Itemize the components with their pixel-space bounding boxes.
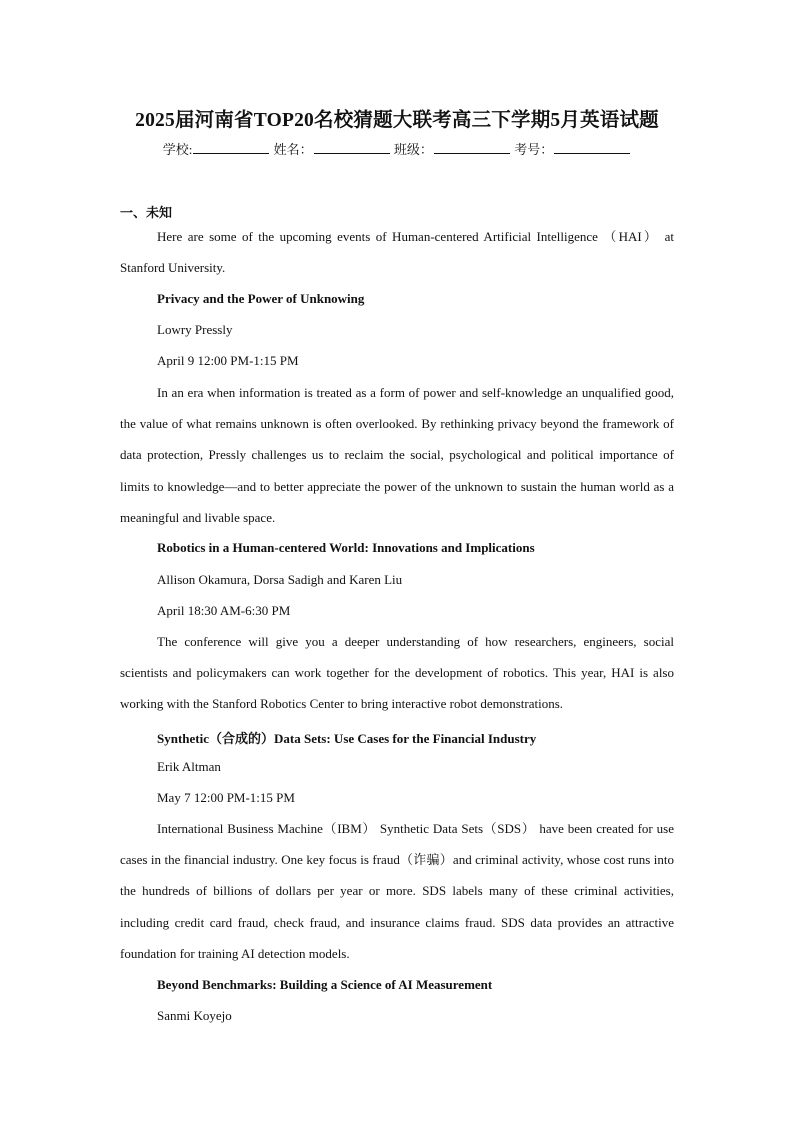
event-title: Beyond Benchmarks: Building a Science of AI Measurement [157, 977, 493, 992]
event-speaker: Sanmi Koyejo [157, 1008, 232, 1023]
page-title: 2025届河南省TOP20名校猜题大联考高三下学期5月英语试题 [135, 110, 659, 131]
school-blank[interactable] [193, 141, 269, 154]
section-heading: 一、未知 [120, 205, 173, 220]
intro-paragraph: Here are some of the upcoming events of Human-centered Artificial Intelligence （HAI） at Stanford University. [120, 229, 674, 276]
name-label: 姓名： [273, 142, 313, 157]
event-description: The conference will give you a deeper understanding of how researchers, engineers, social scientists and policymakers can work together for the development of robotics. This year, HAI is also working with the Stanford Robotics Center to bring interactive robot demonstrations. [120, 634, 674, 712]
event-time: April 9 12:00 PM-1:15 PM [157, 353, 299, 368]
event-time: May 7 12:00 PM-1:15 PM [157, 790, 295, 805]
event-speaker: Lowry Pressly [157, 322, 233, 337]
class-label: 班级： [393, 142, 433, 157]
event-title: Synthetic（合成的）Data Sets: Use Cases for the Financial Industry [157, 731, 537, 746]
event-title: Robotics in a Human-centered World: Innovations and Implications [157, 540, 535, 555]
class-blank[interactable] [434, 141, 510, 154]
student-info-line [0, 139, 794, 158]
event-description: In an era when information is treated as a form of power and self-knowledge an unqualified good, the value of what remains unknown is often overlooked. By rethinking privacy beyond the framework of data protection, Pressly challenges us to reclaim the social, psychological and political importance of limits to knowledge—and to better appreciate the power of the unknown to sustain the human world as a meaningful and livable space. [120, 385, 674, 525]
event-time: April 18:30 AM-6:30 PM [157, 603, 291, 618]
event-speaker: Allison Okamura, Dorsa Sadigh and Karen Liu [157, 572, 403, 587]
school-label: 学校: [162, 142, 193, 157]
exam-no-label: 考号： [514, 142, 554, 157]
exam-no-blank[interactable] [554, 141, 630, 154]
event-description: International Business Machine（IBM） Synthetic Data Sets（SDS） have been created for use cases in the financial industry. One key focus is fraud（诈骗）and criminal activity, whose cost runs into the hundreds of billions of dollars per year or more. SDS labels many of these criminal activities, including credit card fraud, check fraud, and insurance claims fraud. SDS data provides an attractive foundation for training AI detection models. [120, 821, 674, 961]
name-blank[interactable] [314, 141, 390, 154]
event-speaker: Erik Altman [157, 759, 221, 774]
event-title: Privacy and the Power of Unknowing [157, 291, 365, 306]
